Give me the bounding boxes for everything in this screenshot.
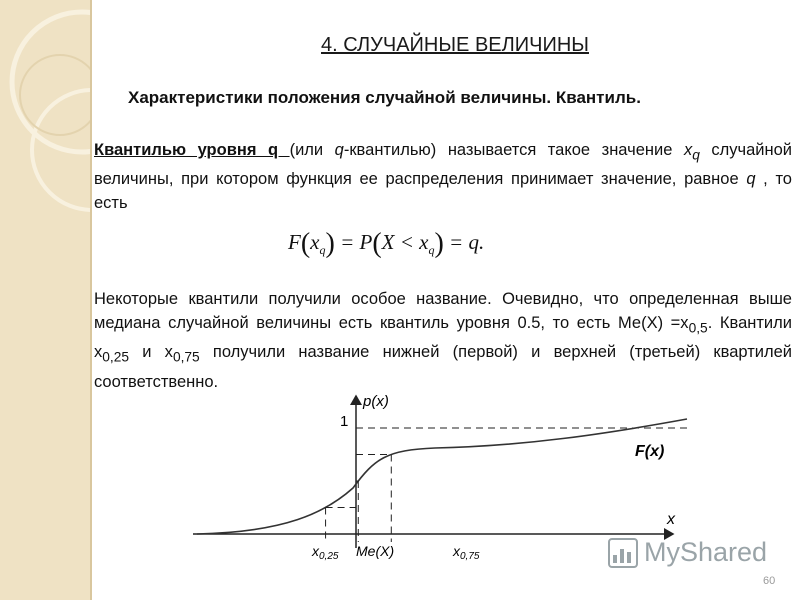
slide-subtitle: Характеристики положения случайной величины. Квантиль.: [128, 88, 641, 107]
curve-label: F(x): [635, 443, 665, 460]
x025-label: $x_{0,25}$: [312, 543, 339, 562]
quartiles-paragraph: Некоторые квантили получили особое название. Очевидно, что определенная выше медиана случайной величины есть квантиль уровня 0.5, то есть $Ме(Х) =х_{0,5}$. Квантили $х_{0,25}$ и $х_{0,75}$ получили название нижней (первой) и верхней (третьей) квартилей соответственно.: [94, 290, 793, 391]
definition-text: -квантилью) называется такое значение: [343, 141, 684, 159]
slide-title: 4. СЛУЧАЙНЫЕ ВЕЛИЧИНЫ: [321, 34, 589, 56]
definition-q: q: [334, 141, 344, 159]
y-tick-1: 1: [340, 413, 349, 430]
median-label: Me(X): [356, 543, 395, 559]
definition-text: случайной величины, при котором функция ее распределения принимает значение, равное: [94, 141, 792, 189]
logo-text: MyShared: [644, 537, 768, 567]
decorative-circles: [0, 0, 90, 600]
chart-icon: [608, 538, 638, 568]
quantile-guides: [326, 454, 392, 542]
y-axis-label: p(x): [363, 393, 389, 410]
page-number: 60: [763, 575, 776, 587]
definition-text: (или: [289, 141, 335, 159]
myshared-logo: [608, 537, 767, 568]
decorative-sidebar: [0, 0, 92, 600]
definition-term: Квантилью уровня q: [94, 141, 290, 159]
definition-xq: x: [683, 141, 693, 159]
quantile-formula: $F(x_q) = P(X < x_q) = q$.: [288, 228, 485, 259]
definition-text: , то есть: [94, 170, 792, 213]
definition-paragraph: [94, 138, 792, 215]
cdf-curve: [197, 419, 687, 534]
definition-xq-sub: q: [692, 147, 700, 163]
x075-label: $x_{0,75}$: [453, 543, 480, 562]
x-axis-label: x: [667, 511, 675, 528]
definition-q: q: [746, 170, 756, 189]
